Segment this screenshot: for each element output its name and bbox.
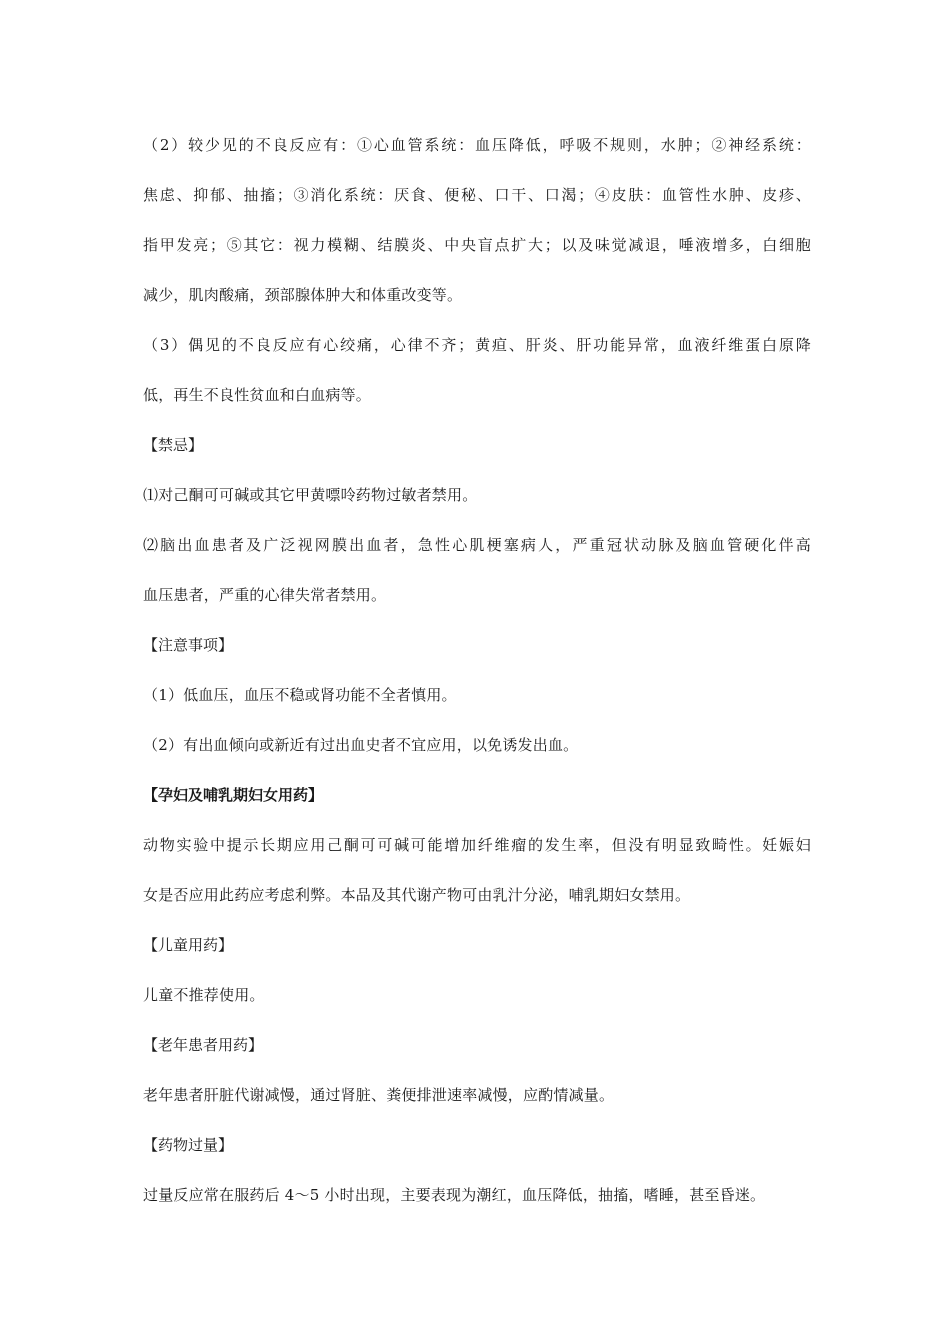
adverse-reaction-3-line-1: （3）偶见的不良反应有心绞痛，心律不齐；黄疸、肝炎、肝功能异常，血液纤维蛋白原降 — [143, 336, 811, 354]
elderly-text: 老年患者肝脏代谢减慢，通过肾脏、粪便排泄速率减慢，应酌情减量。 — [143, 1086, 615, 1104]
overdose-heading: 【药物过量】 — [143, 1136, 234, 1154]
elderly-heading: 【老年患者用药】 — [143, 1036, 264, 1054]
adverse-reaction-2-line-1: （2）较少见的不良反应有：①心血管系统：血压降低，呼吸不规则，水肿；②神经系统： — [143, 136, 811, 154]
contraindication-1: ⑴对己酮可可碱或其它甲黄嘌呤药物过敏者禁用。 — [143, 486, 478, 504]
contraindications-heading: 【禁忌】 — [143, 436, 204, 454]
children-text: 儿童不推荐使用。 — [143, 986, 265, 1004]
contraindication-2-line-2: 血压患者，严重的心律失常者禁用。 — [143, 586, 387, 604]
document-body — [143, 120, 811, 1220]
overdose-text: 过量反应常在服药后 4～5 小时出现，主要表现为潮红，血压降低，抽搐，嗜睡，甚至昏迷。 — [143, 1186, 766, 1204]
adverse-reaction-2-line-3: 指甲发亮；⑤其它：视力模糊、结膜炎、中央盲点扩大；以及味觉减退，唾液增多，白细胞 — [143, 236, 811, 254]
children-heading: 【儿童用药】 — [143, 936, 234, 954]
pregnancy-line-2: 女是否应用此药应考虑利弊。本品及其代谢产物可由乳汁分泌，哺乳期妇女禁用。 — [143, 886, 691, 904]
adverse-reaction-2-line-2: 焦虑、抑郁、抽搐；③消化系统：厌食、便秘、口干、口渴；④皮肤：血管性水肿、皮疹、 — [143, 186, 811, 204]
pregnancy-heading: 【孕妇及哺乳期妇女用药】 — [143, 786, 324, 804]
adverse-reaction-2-line-4: 减少，肌肉酸痛，颈部腺体肿大和体重改变等。 — [143, 286, 463, 304]
precautions-heading: 【注意事项】 — [143, 636, 234, 654]
contraindication-2-line-1: ⑵脑出血患者及广泛视网膜出血者，急性心肌梗塞病人，严重冠状动脉及脑血管硬化伴高 — [143, 536, 811, 554]
adverse-reaction-3-line-2: 低，再生不良性贫血和白血病等。 — [143, 386, 372, 404]
precaution-2: （2）有出血倾向或新近有过出血史者不宜应用，以免诱发出血。 — [143, 736, 579, 754]
pregnancy-line-1: 动物实验中提示长期应用己酮可可碱可能增加纤维瘤的发生率，但没有明显致畸性。妊娠妇 — [143, 836, 811, 854]
precaution-1: （1）低血压，血压不稳或肾功能不全者慎用。 — [143, 686, 457, 704]
